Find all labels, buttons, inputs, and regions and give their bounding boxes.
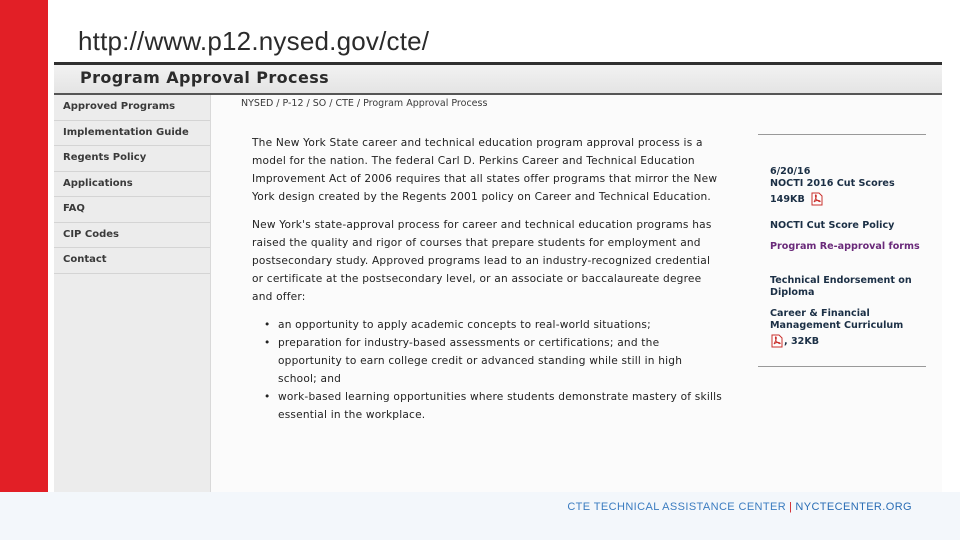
file-size: 149KB [770,194,805,205]
process-paragraph: New York's state-approval process for career and technical education programs has raised the quality and rigor of courses that prepare students for employment and postsecondary study. Approved programs lead to an industry-recognized credential or certificate at the postsecondary level, or an associate or baccalaureate degree and offer: [252,219,712,303]
sidebar-item-applications[interactable]: Applications [54,172,210,198]
main-content [252,134,722,424]
list-item: • work-based learning opportunities where students demonstrate mastery of skills essential in the workplace. [278,388,722,424]
breadcrumb-link-cte[interactable]: CTE [335,98,354,109]
nocti-policy-link[interactable]: NOCTI Cut Score Policy [770,220,895,231]
webpage-screenshot [54,62,942,492]
page-title: Program Approval Process [80,68,330,87]
resource-date: 6/20/16 [770,166,811,177]
intro-paragraph: The New York State career and technical education program approval process is a model for the nation. The federal Carl D. Perkins Career and Technical Education Improvement Act of 2006 requires that all states offer programs that mirror the New York design created by the Regents 2001 policy on Career and Technical Education. [252,137,718,203]
sidebar-item-implementation-guide[interactable]: Implementation Guide [54,121,210,147]
footer-branding [567,501,912,513]
financial-curriculum-link[interactable] [770,308,922,348]
slide-url-text: http://www.p12.nysed.gov/cte/ [78,26,430,56]
footer-website[interactable]: NYCTECENTER.ORG [795,501,912,513]
page-banner [54,62,942,95]
breadcrumb-separator: / [356,98,361,109]
sidebar-item-approved-programs[interactable]: Approved Programs [54,95,210,121]
resources-box [758,134,926,367]
sidebar-item-cip-codes[interactable]: CIP Codes [54,223,210,249]
slide-red-bar [0,0,48,540]
benefits-list [252,316,722,424]
breadcrumb-separator: / [276,98,280,109]
footer-org-name: CTE TECHNICAL ASSISTANCE CENTER [567,501,787,513]
breadcrumb-link-p12[interactable]: P-12 [282,98,304,109]
pdf-icon [810,192,824,206]
breadcrumb-separator: / [306,98,310,109]
nocti-2016-link[interactable] [770,166,922,206]
technical-endorsement-link[interactable]: Technical Endorsement on Diploma [770,275,912,298]
breadcrumb-link-so[interactable]: SO [312,98,327,109]
sidebar-item-regents-policy[interactable]: Regents Policy [54,146,210,172]
breadcrumb-separator: / [329,98,333,109]
resource-label: NOCTI 2016 Cut Scores [770,178,895,189]
sidebar-item-faq[interactable]: FAQ [54,197,210,223]
breadcrumb [241,98,487,109]
list-item: • preparation for industry-based assessments or certifications; and the opportunity to earn college credit or advanced standing while still in high school; and [278,334,722,388]
breadcrumb-current: Program Approval Process [363,98,488,109]
sidebar-nav [54,95,211,492]
list-item: • an opportunity to apply academic concepts to real-world situations; [278,316,722,334]
file-size: , 32KB [784,336,820,347]
slide-footer [0,492,960,540]
sidebar-item-contact[interactable]: Contact [54,248,210,274]
pdf-icon [770,334,784,348]
reapproval-forms-link[interactable]: Program Re-approval forms [770,241,920,252]
breadcrumb-link-nysed[interactable]: NYSED [241,98,274,109]
resource-label: Career & Financial Management Curriculum [770,308,904,331]
footer-separator: | [789,501,793,513]
